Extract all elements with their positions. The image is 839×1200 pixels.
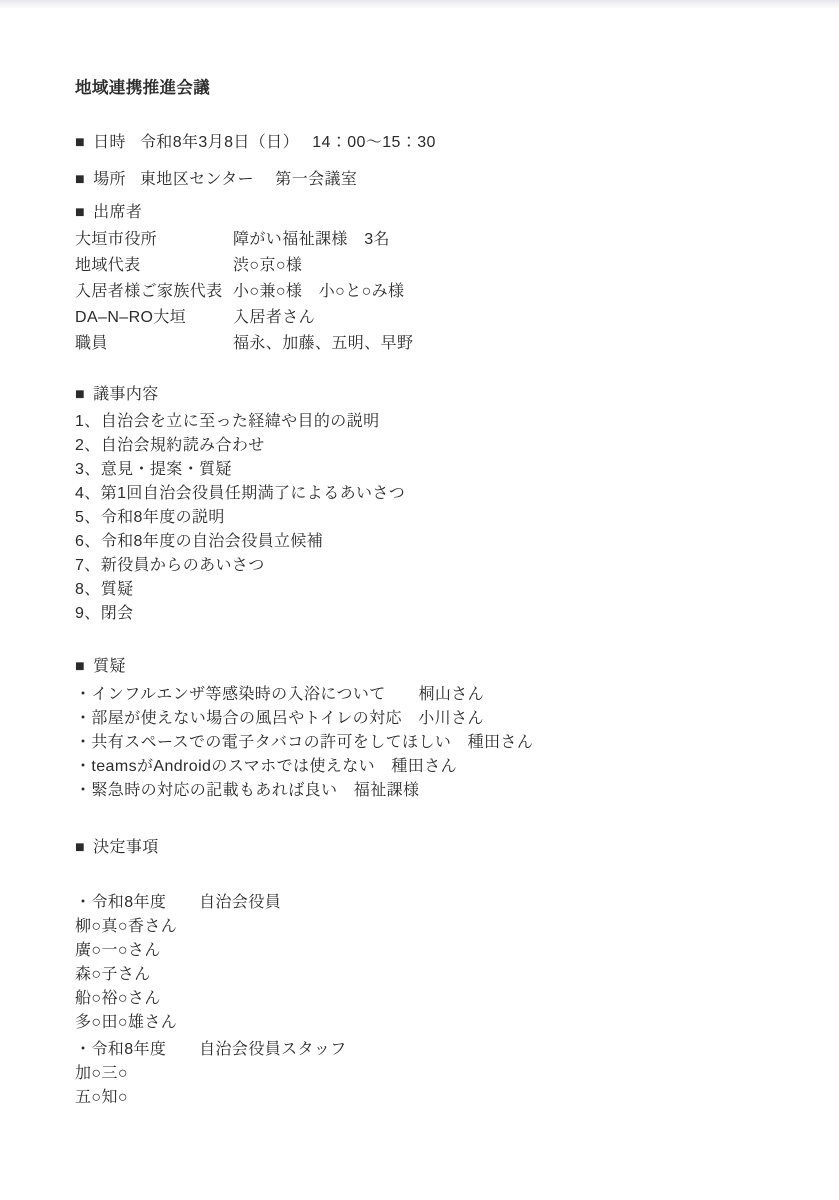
- square-bullet-icon: ■: [75, 134, 86, 151]
- agenda-item: 9、閉会: [75, 605, 134, 622]
- square-bullet-icon: ■: [75, 204, 86, 221]
- meta-datetime-label: 日時: [93, 134, 126, 151]
- attendee-names: 障がい福祉課様 3名: [233, 231, 390, 248]
- attendee-names: 小○兼○様 小○と○み様: [233, 283, 405, 300]
- question-item: ・共有スペースでの電子タバコの許可をしてほしい 種田さん: [75, 734, 534, 751]
- decision-member: 多○田○雄さん: [75, 1014, 178, 1031]
- agenda-item: 6、令和8年度の自治会役員立候補: [75, 533, 324, 550]
- attendees-heading-label: 出席者: [93, 204, 143, 221]
- agenda-item: 1、自治会を立に至った経緯や目的の説明: [75, 413, 380, 430]
- agenda-item: 5、令和8年度の説明: [75, 509, 225, 526]
- decisions-heading: [75, 838, 789, 858]
- attendee-names: 入居者さん: [233, 309, 316, 326]
- question-item: ・緊急時の対応の記載もあれば良い 福祉課様: [75, 782, 420, 799]
- agenda-item: 2、自治会規約読み合わせ: [75, 437, 265, 454]
- decision-group-label: ・令和8年度 自治会役員スタッフ: [75, 1041, 347, 1058]
- attendee-row: [75, 230, 789, 250]
- agenda-item: 3、意見・提案・質疑: [75, 461, 232, 478]
- attendee-row: [75, 308, 789, 328]
- decisions-heading-label: 決定事項: [93, 839, 159, 856]
- attendee-names: 渋○京○様: [233, 257, 303, 274]
- attendee-role: 地域代表: [75, 257, 141, 274]
- attendee-role: 大垣市役所: [75, 231, 158, 248]
- decision-member: 柳○真○香さん: [75, 918, 178, 935]
- questions-heading: [75, 657, 789, 677]
- attendee-row: [75, 282, 789, 302]
- meta-location-line: [75, 170, 789, 190]
- decision-member: 加○三○: [75, 1065, 128, 1082]
- attendee-role: 職員: [75, 335, 108, 352]
- decision-member: 五○知○: [75, 1089, 128, 1106]
- decision-group-label: ・令和8年度 自治会役員: [75, 894, 282, 911]
- decision-member: 森○子さん: [75, 966, 151, 983]
- attendee-role: 入居者様ご家族代表: [75, 283, 223, 300]
- questions-heading-label: 質疑: [93, 658, 126, 675]
- attendee-names: 福永、加藤、五明、早野: [233, 335, 414, 352]
- document-title: 地域連携推進会議: [75, 79, 211, 97]
- agenda-item: 7、新役員からのあいさつ: [75, 557, 265, 574]
- agenda-item: 8、質疑: [75, 581, 134, 598]
- agenda-heading-label: 議事内容: [93, 386, 159, 403]
- question-item: ・teamsがAndroidのスマホでは使えない 種田さん: [75, 758, 457, 775]
- attendees-heading: [75, 203, 789, 223]
- agenda-heading: [75, 385, 789, 405]
- square-bullet-icon: ■: [75, 171, 86, 188]
- question-item: ・インフルエンザ等感染時の入浴について 桐山さん: [75, 686, 485, 703]
- attendee-row: [75, 256, 789, 276]
- attendee-role: DA–N–RO大垣: [75, 309, 187, 326]
- question-item: ・部屋が使えない場合の風呂やトイレの対応 小川さん: [75, 710, 484, 727]
- agenda-item: 4、第1回自治会役員任期満了によるあいさつ: [75, 485, 406, 502]
- square-bullet-icon: ■: [75, 658, 86, 675]
- decision-member: 廣○一○さん: [75, 942, 161, 959]
- decision-member: 船○裕○さん: [75, 990, 161, 1007]
- square-bullet-icon: ■: [75, 386, 86, 403]
- meta-datetime-value: 令和8年3月8日（日） 14：00～15：30: [139, 134, 436, 151]
- square-bullet-icon: ■: [75, 839, 86, 856]
- meta-location-label: 場所: [93, 171, 126, 188]
- meta-location-value: 東地区センター 第一会議室: [139, 171, 358, 188]
- meta-datetime-line: [75, 133, 789, 153]
- attendee-row: [75, 334, 789, 354]
